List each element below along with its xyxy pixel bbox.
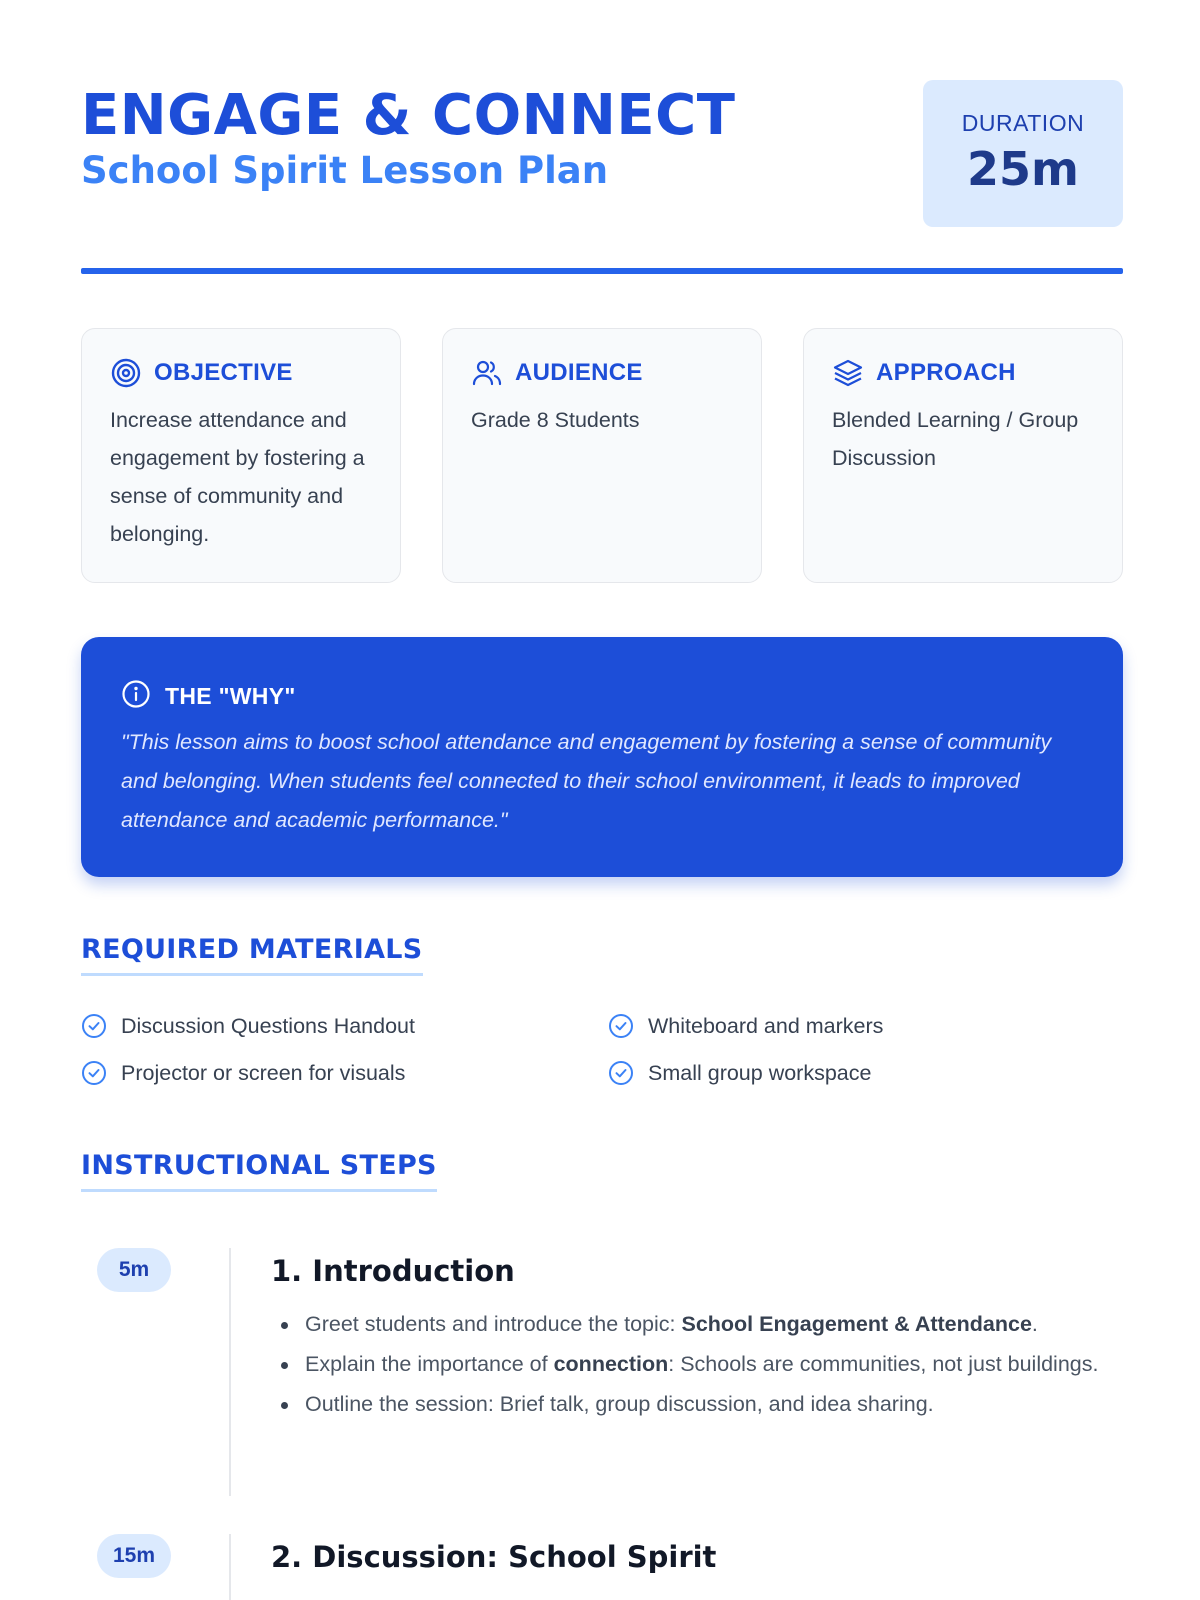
material-label: Discussion Questions Handout xyxy=(121,1013,415,1038)
check-circle-icon xyxy=(81,1013,107,1039)
page-title: ENGAGE & CONNECT xyxy=(81,83,736,148)
materials-heading: REQUIRED MATERIALS xyxy=(81,934,423,976)
step-bullet: Greet students and introduce the topic: School Engagement & Attendance. xyxy=(271,1308,1101,1341)
why-callout xyxy=(81,637,1123,877)
material-item xyxy=(81,1060,405,1086)
check-circle-icon xyxy=(608,1013,634,1039)
why-text: "This lesson aims to boost school attendance and engagement by fostering a sense of community and belonging. When students feel connected to their school environment, it leads to improved attendance and academic performance." xyxy=(121,730,1052,832)
page-subtitle: School Spirit Lesson Plan xyxy=(81,149,609,192)
material-label: Small group workspace xyxy=(648,1060,872,1085)
duration-value: 25m xyxy=(967,142,1079,196)
audience-title: AUDIENCE xyxy=(515,359,643,386)
material-label: Whiteboard and markers xyxy=(648,1013,884,1038)
material-label: Projector or screen for visuals xyxy=(121,1060,406,1085)
duration-box xyxy=(923,80,1123,227)
why-title: THE "WHY" xyxy=(165,683,296,709)
check-circle-icon xyxy=(81,1060,107,1086)
objective-text: Increase attendance and engagement by fostering a sense of community and belonging. xyxy=(110,408,365,546)
material-item xyxy=(81,1013,415,1039)
timeline-line xyxy=(229,1248,231,1496)
layers-icon xyxy=(832,357,864,389)
step-title: 2. Discussion: School Spirit xyxy=(271,1540,717,1574)
material-item xyxy=(608,1013,883,1039)
target-icon xyxy=(110,357,142,389)
timeline-line xyxy=(229,1534,231,1600)
check-circle-icon xyxy=(608,1060,634,1086)
approach-text: Blended Learning / Group Discussion xyxy=(832,408,1079,470)
step-duration-badge: 15m xyxy=(97,1534,171,1578)
step-bullet: Explain the importance of connection: Schools are communities, not just buildings. xyxy=(271,1348,1101,1381)
audience-card xyxy=(442,328,762,583)
header-divider xyxy=(81,268,1123,274)
approach-title: APPROACH xyxy=(876,359,1016,386)
info-icon xyxy=(121,679,151,714)
steps-heading: INSTRUCTIONAL STEPS xyxy=(81,1150,437,1192)
step-title: 1. Introduction xyxy=(271,1254,515,1288)
users-icon xyxy=(471,357,503,389)
lesson-header xyxy=(81,80,1123,230)
objective-title: OBJECTIVE xyxy=(154,359,293,386)
approach-card xyxy=(803,328,1123,583)
duration-label: DURATION xyxy=(961,110,1085,136)
step-duration-badge: 5m xyxy=(97,1248,171,1292)
objective-card xyxy=(81,328,401,583)
material-item xyxy=(608,1060,871,1086)
step-bullet: Outline the session: Brief talk, group discussion, and idea sharing. xyxy=(271,1388,1101,1421)
step-bullets xyxy=(271,1308,1101,1428)
audience-text: Grade 8 Students xyxy=(471,408,640,432)
